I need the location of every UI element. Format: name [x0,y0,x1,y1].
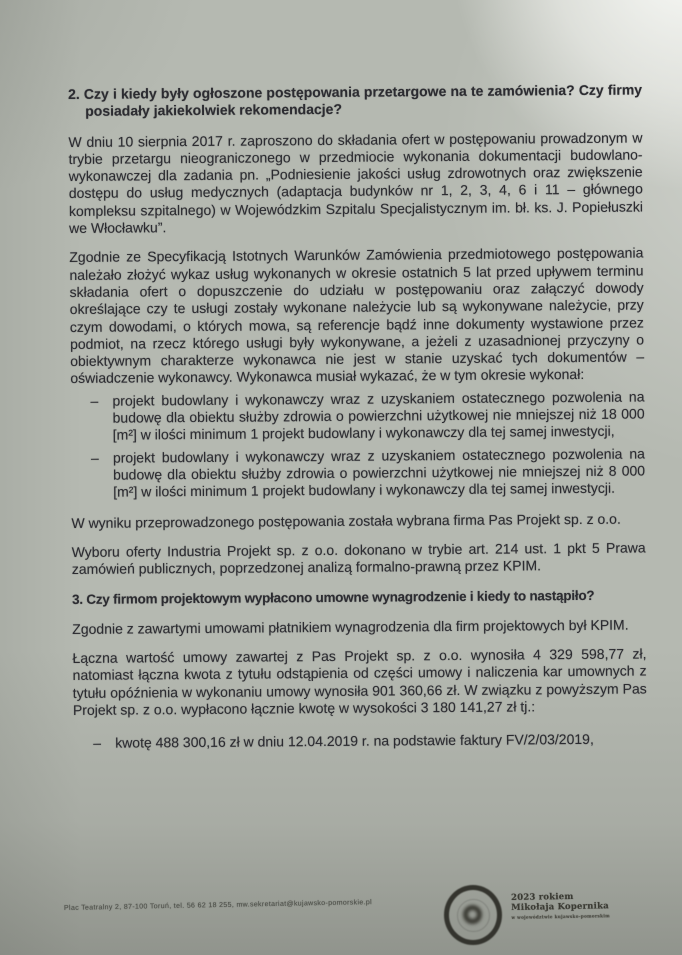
dash-bullet-icon: – [90,392,99,409]
footer-address: Plac Teatralny 2, 87-100 Toruń, tel. 56 62 18 255, mw.sekretariat@kujawsko-pomorskie.pl [63,899,373,912]
stamp-year-line: 2023 rokiem [511,891,574,903]
question-2-heading: 2. Czy i kiedy były ogłoszone postępowania przetargowe na te zamówienia? Czy firmy posiadały jakiekolwiek rekomendacje? [68,81,643,120]
paragraph-payer: Zgodnie z zawartymi umowami płatnikiem wynagrodzenia dla firm projektowych był KPIM. [72,616,629,637]
copernicus-logo-icon [444,885,502,945]
copernicus-year-stamp [511,890,661,919]
dash-bullet-icon: – [90,449,99,466]
dash-bullet-icon: – [93,734,102,752]
list-item-text: projekt budowlany i wykonawczy wraz z uzyskaniem ostatecznego pozwolenia na budowę dla obiektu służby zdrowia o powierzchni użytkowej nie mniejszej niż 18 000 [m²] w ilości minimum 1 projekt budowlany i wykonawczy dla tej samej inwestycji, [112,388,645,444]
stamp-name-line: Mikołaja Kopernika [511,901,609,913]
document-text-block [68,81,647,752]
question-3-heading: 3. Czy firmom projektowym wypłacono umowne wynagrodzenie i kiedy to nastąpiło? [71,588,595,608]
paragraph-invitation: W dniu 10 sierpnia 2017 r. zaproszono do składania ofert w postępowaniu prowadzonym w trybie przetargu nieograniczonego w przedmiocie wykonania dokumentacji budowlano-wykonawczej dla zadania pn. „Podniesienie jakości usług zdrowotnych oraz zwiększenie dostępu do usług medycznych (adaptacja budynków nr 1, 2, 3, 4, 6 i 11 – głównego kompleksu szpitalnego) w Wojewódzkim Szpitalu Specjalistycznym im. bł. ks. J. Popiełuszki we Włocławku”. [68,129,644,237]
list-item [91,445,645,501]
paragraph-result: W wyniku przeprowadzonego postępowania została wybrana firma Pas Projekt sp. z o.o. [71,510,621,531]
requirements-list [70,388,645,501]
paragraph-selection-basis: Wyboru oferty Industria Projekt sp. z o.o. dokonano w trybie art. 214 ust. 1 pkt 5 Prawa zamówień publicznych, poprzedzonej analizą formalno-prawną przez KPIM. [71,539,646,578]
stamp-region-line: w województwie kujawsko-pomorskim [511,912,610,920]
payment-item-text: kwotę 488 300,16 zł w dniu 12.04.2019 r. na podstawie faktury FV/2/03/2019, [115,731,594,751]
payment-list-item [93,731,647,753]
paragraph-siwz-requirements: Zgodnie ze Specyfikacją Istotnych Warunków Zamówienia przedmiotowego postępowania należało złożyć wykaz usług wykonanych w okresie ostatnich 5 lat przed upływem terminu składania ofert o dopuszczenie do udziału w postępowaniu oraz załączyć dowody określające czy te usługi zostały wykonane należycie lub są wykonywane należycie, przy czym dowodami, o których mowa, są referencje bądź inne dokumenty wystawione przez podmiot, na rzecz którego usługi były wykonywane, a jeżeli z uzasadnionej przyczyny o obiektywnym charakterze wykonawca nie jest w stanie uzyskać tych dokumentów – oświadczenie wykonawcy. Wykonawca musiał wykazać, że w tym okresie wykonał: [69,244,645,387]
list-item-text: projekt budowlany i wykonawczy wraz z uzyskaniem ostatecznego pozwolenia na budowę dla obiektu służby zdrowia o powierzchni użytkowej nie mniejszej niż 8 000 [m²] w ilości minimum 1 projekt budowlany i wykonawczy dla tej samej inwestycji. [112,445,646,500]
paragraph-contract-amounts: Łączna wartość umowy zawartej z Pas Projekt sp. z o.o. wynosiła 4 329 598,77 zł, natomiast łączna kwota z tytułu odstąpienia od części umowy i naliczenia kar umownych z tytułu opóźnienia w wykonaniu umowy wynosiła 901 360,66 zł. W związku z powyższym Pas Projekt sp. z o.o. wypłacono łącznie kwotę w wysokości 3 180 141,27 zł tj.: [72,645,647,718]
list-item [90,388,644,444]
